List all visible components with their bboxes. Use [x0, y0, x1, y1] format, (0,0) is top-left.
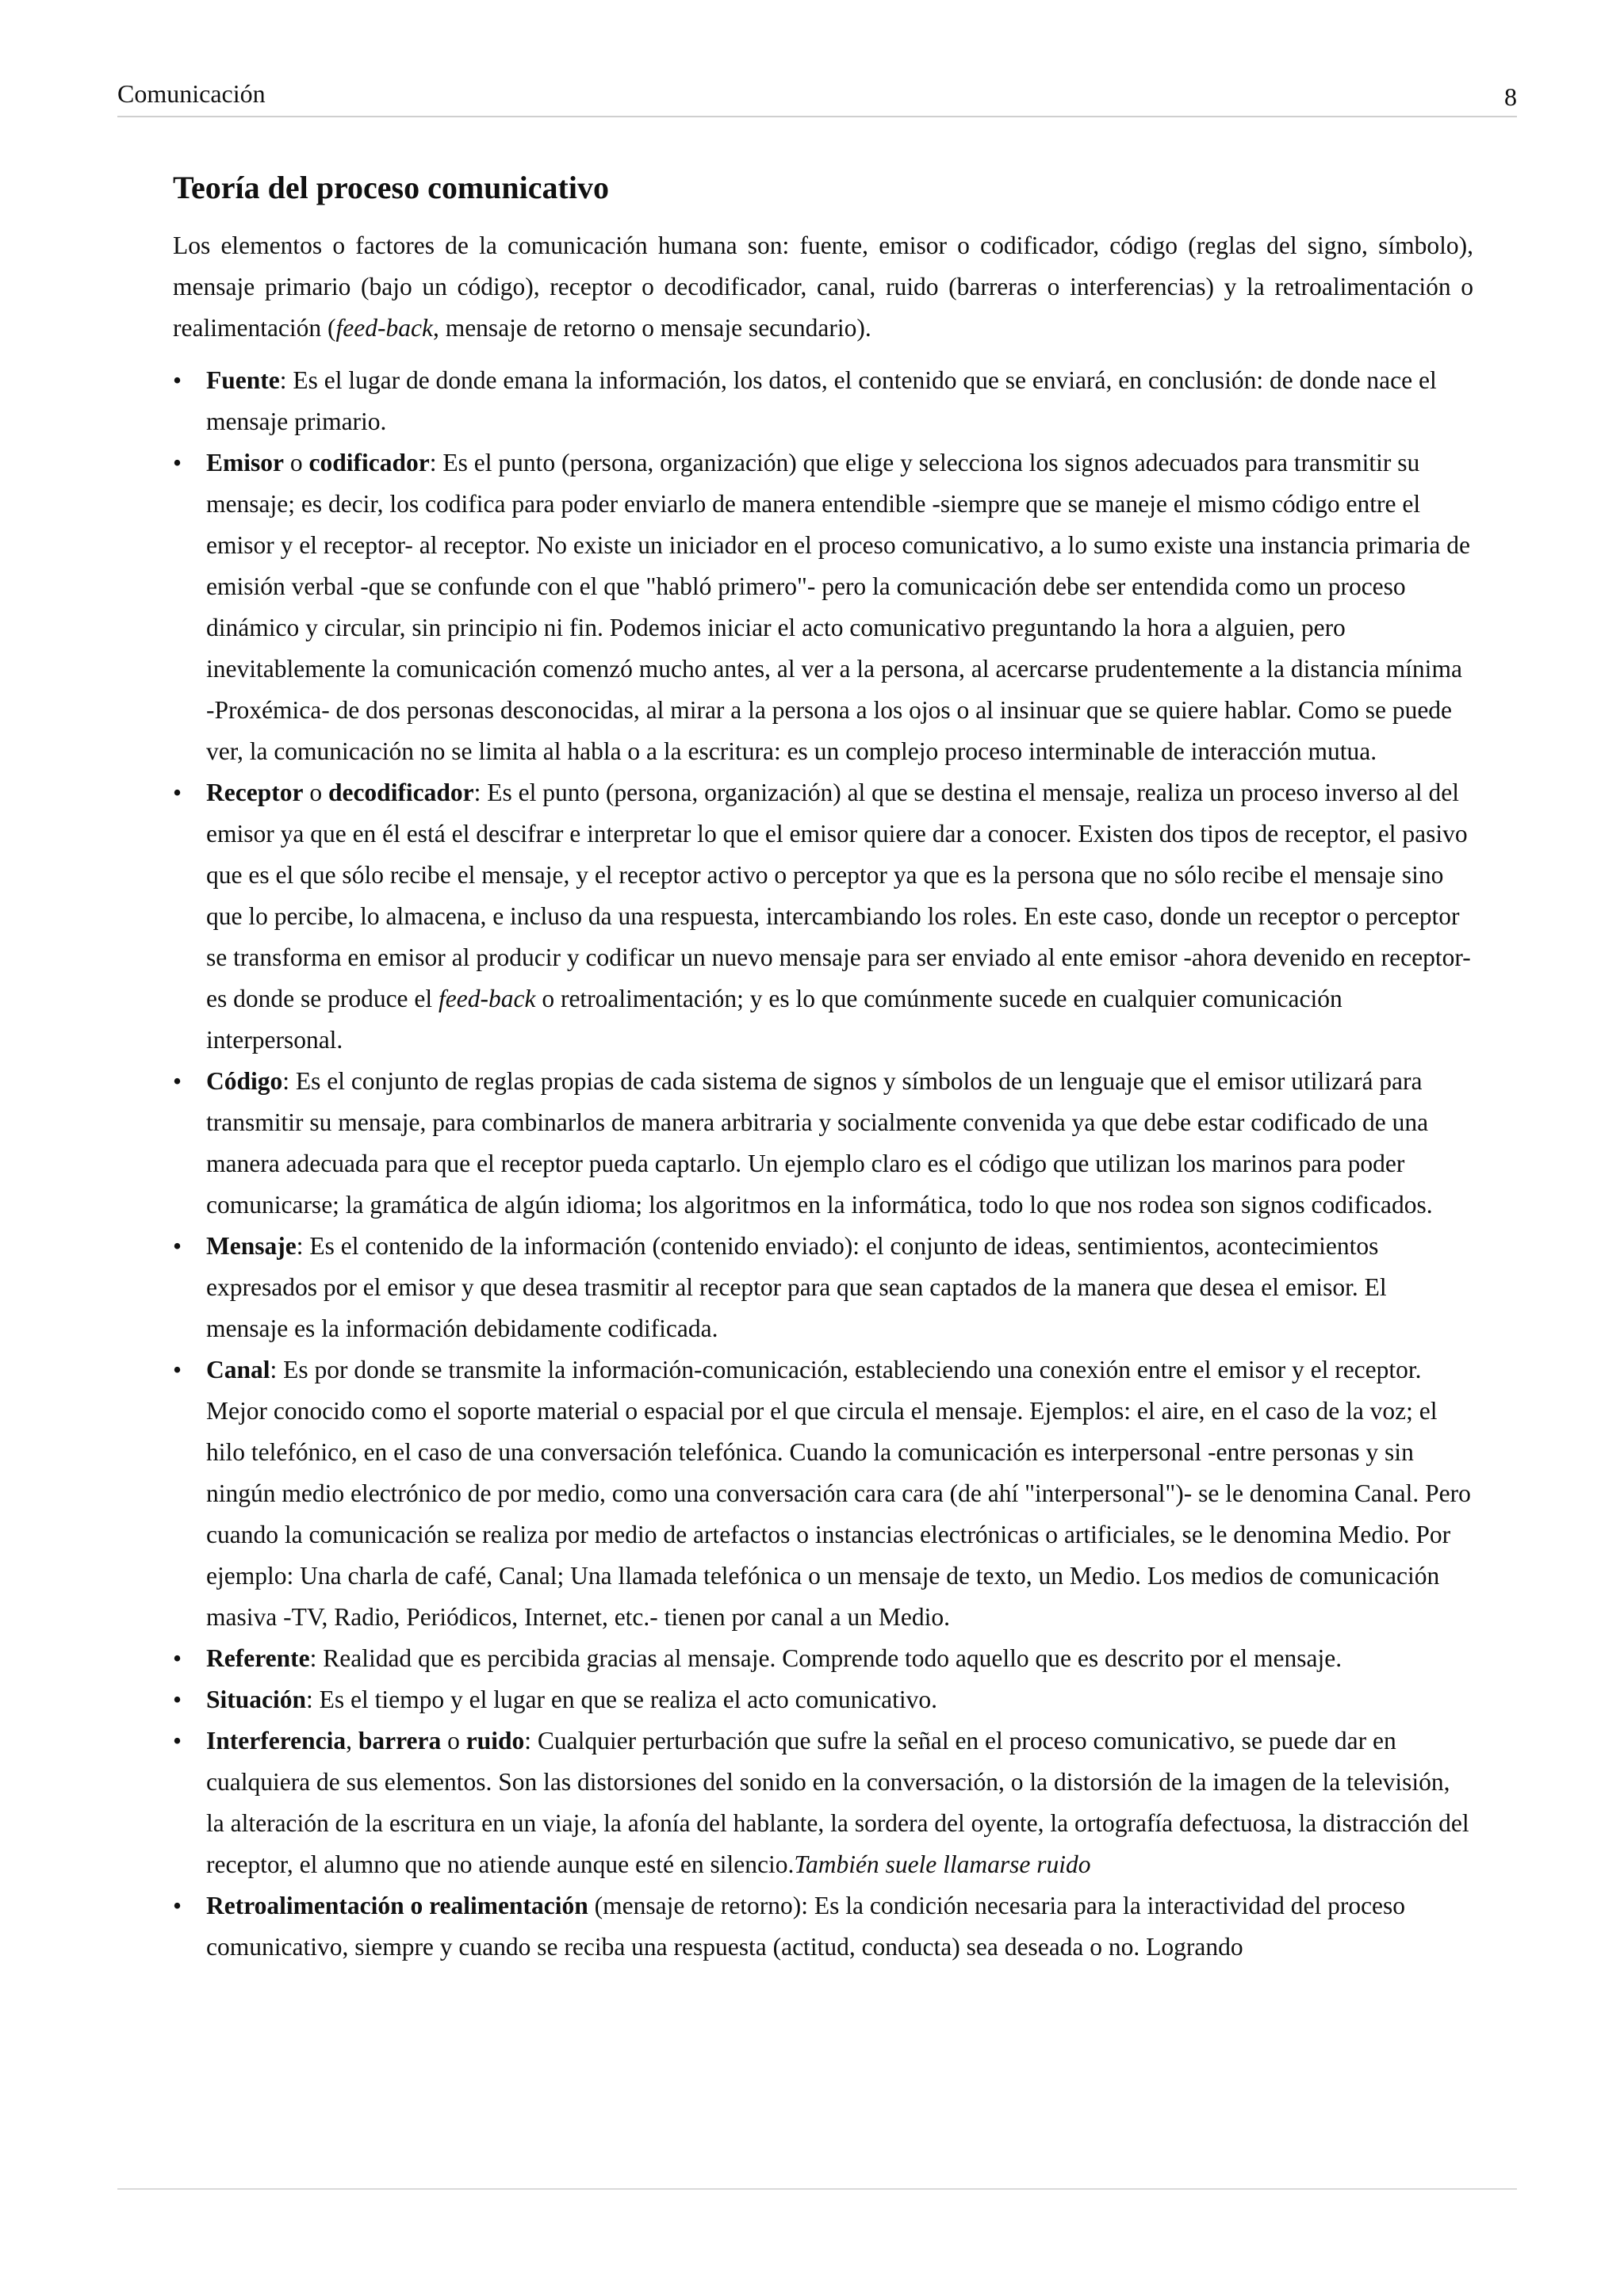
term: codificador [308, 449, 430, 476]
intro-text-a: Los elementos o factores de la comunicación humana son: fuente, emisor o codificador, código (reglas del signo, símbolo), mensaje primario (bajo un código), receptor o decodificador, canal, ruido (barreras o interferencias) y la retroalimentación o realimentación ( [173, 232, 1473, 342]
main-content [173, 166, 1473, 1968]
term: barrera [358, 1727, 442, 1755]
elements-list [173, 360, 1473, 1968]
intro-emphasis: feed-back [335, 314, 433, 342]
definition: : Es el conjunto de reglas propias de cada sistema de signos y símbolos de un lenguaje que el emisor utilizará para transmitir su mensaje, para combinarlos de manera arbitraria y socialmente convenida ya que debe estar codificado de una manera adecuada para que el receptor pueda captarlo. Un ejemplo claro es el código que utilizan los marinos para poder comunicarse; la gramática de algún idioma; los algoritmos en la informática, todo lo que nos rodea son signos codificados. [206, 1067, 1433, 1219]
conjunction: o [441, 1727, 466, 1755]
bullet-icon: • [173, 449, 182, 476]
definition: : Cualquier perturbación que sufre la señal en el proceso comunicativo, se puede dar en cualquiera de sus elementos. Son las distorsiones del sonido en la conversación, o la distorsión de la imagen de la televisión, la alteración de la escritura en un viaje, la afonía del hablante, la sordera del oyente, la ortografía defectuosa, la distracción del receptor, el alumno que no atiende aunque esté en silencio. [206, 1727, 1469, 1878]
list-item-fuente [173, 360, 1473, 442]
term: Retroalimentación o realimentación [206, 1892, 588, 1919]
term: Emisor [206, 449, 284, 476]
list-item-referente [173, 1638, 1473, 1679]
bullet-icon: • [173, 779, 182, 806]
definition: : Es por donde se transmite la información-comunicación, estableciendo una conexión entre el emisor y el receptor. Mejor conocido como el soporte material o espacial por el que circula el mensaje. Ejemplos: el aire, en el caso de la voz; el hilo telefónico, en el caso de una conversación telefónica. Cuando la comunicación es interpersonal -entre personas y sin ningún medio electrónico de por medio, como una conversación cara cara (de ahí "interpersonal")- se le denomina Canal. Pero cuando la comunicación se realiza por medio de artefactos o instancias electrónicas o artificiales, se le denomina Medio. Por ejemplo: Una charla de café, Canal; Una llamada telefónica o un mensaje de texto, un Medio. Los medios de comunicación masiva -TV, Radio, Periódicos, Internet, etc.- tienen por canal a un Medio. [206, 1356, 1471, 1631]
intro-paragraph [173, 225, 1473, 349]
definition: : Es el lugar de donde emana la información, los datos, el contenido que se enviará, en conclusión: de donde nace el mensaje primario. [206, 366, 1437, 435]
bullet-icon: • [173, 1727, 182, 1755]
separator: , [346, 1727, 358, 1755]
bullet-icon: • [173, 1067, 182, 1095]
bullet-icon: • [173, 1644, 182, 1672]
section-heading: Teoría del proceso comunicativo [173, 170, 609, 205]
bullet-icon: • [173, 1686, 182, 1713]
term: Canal [206, 1356, 270, 1383]
list-item-codigo [173, 1061, 1473, 1226]
intro-text-b: , mensaje de retorno o mensaje secundario). [432, 314, 871, 342]
bullet-icon: • [173, 1356, 182, 1383]
bullet-icon: • [173, 1892, 182, 1919]
term: ruido [465, 1727, 525, 1755]
emphasis: También suele llamarse ruido [794, 1850, 1091, 1878]
definition: (mensaje de retorno): Es la condición necesaria para la interactividad del proceso comunicativo, siempre y cuando se reciba una respuesta (actitud, conducta) sea deseada o no. Logrando [206, 1892, 1406, 1961]
bullet-icon: • [173, 1232, 182, 1260]
list-item-canal [173, 1349, 1473, 1638]
page-header [117, 79, 1517, 117]
term: Situación [206, 1686, 307, 1713]
definition-continued: o retroalimentación; y es lo que comúnmente sucede en cualquier comunicación interpersonal. [206, 985, 1342, 1054]
term: Código [206, 1067, 283, 1095]
list-item-interferencia [173, 1720, 1473, 1885]
list-item-mensaje [173, 1226, 1473, 1349]
list-item-emisor [173, 442, 1473, 772]
term: Interferencia [206, 1727, 347, 1755]
term: Receptor [206, 779, 304, 806]
conjunction: o [284, 449, 309, 476]
definition: : Realidad que es percibida gracias al mensaje. Comprende todo aquello que es descrito por el mensaje. [309, 1644, 1342, 1672]
term: decodificador [327, 779, 474, 806]
definition: : Es el tiempo y el lugar en que se realiza el acto comunicativo. [306, 1686, 937, 1713]
definition: : Es el punto (persona, organización) que elige y selecciona los signos adecuados para transmitir su mensaje; es decir, los codifica para poder enviarlo de manera entendible -siempre que se maneje el mismo código entre el emisor y el receptor- al receptor. No existe un iniciador en el proceso comunicativo, a lo sumo existe una instancia primaria de emisión verbal -que se confunde con el que "habló primero"- pero la comunicación debe ser entendida como un proceso dinámico y circular, sin principio ni fin. Podemos iniciar el acto comunicativo preguntando la hora a alguien, pero inevitablemente la comunicación comenzó mucho antes, al ver a la persona, al acercarse prudentemente a la distancia mínima -Proxémica- de dos personas desconocidas, al mirar a la persona a los ojos o al insinuar que se quiere hablar. Como se puede ver, la comunicación no se limita al habla o a la escritura: es un complejo proceso interminable de interacción mutua. [206, 449, 1470, 765]
list-item-retroalimentacion [173, 1885, 1473, 1968]
term: Fuente [206, 366, 280, 394]
term: Mensaje [206, 1232, 297, 1260]
running-title: Comunicación [117, 79, 266, 108]
conjunction: o [303, 779, 328, 806]
list-item-situacion [173, 1679, 1473, 1720]
list-item-receptor [173, 772, 1473, 1061]
footer-divider [117, 2188, 1517, 2190]
page-number: 8 [1504, 82, 1517, 111]
term: Referente [206, 1644, 310, 1672]
definition: : Es el contenido de la información (contenido enviado): el conjunto de ideas, sentimientos, acontecimientos expresados por el emisor y que desea trasmitir al receptor para que sean captados de la manera que desea el emisor. El mensaje es la información debidamente codificada. [206, 1232, 1387, 1342]
emphasis: feed-back [439, 985, 536, 1012]
bullet-icon: • [173, 366, 182, 394]
definition: : Es el punto (persona, organización) al que se destina el mensaje, realiza un proceso inverso al del emisor ya que en él está el descifrar e interpretar lo que el emisor quiere dar a conocer. Existen dos tipos de receptor, el pasivo que es el que sólo recibe el mensaje, y el receptor activo o perceptor ya que es la persona que no sólo recibe el mensaje sino que lo percibe, lo almacena, e incluso da una respuesta, intercambiando los roles. En este caso, donde un receptor o perceptor se transforma en emisor al producir y codificar un nuevo mensaje para ser enviado al ente emisor -ahora devenido en receptor- es donde se produce el [206, 779, 1471, 1012]
